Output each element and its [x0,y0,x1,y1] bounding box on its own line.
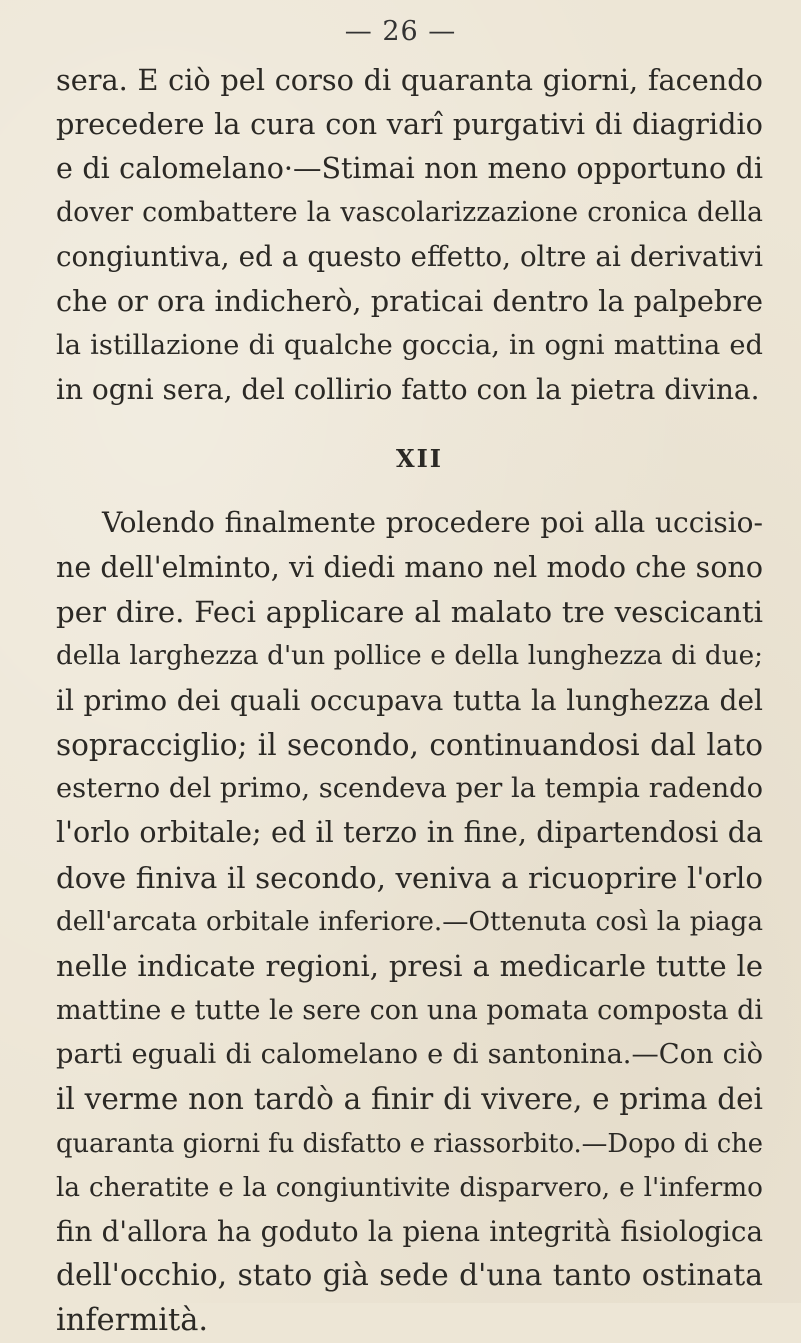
text-line: il verme non tardò a finir di vivere, e prima dei [56,1082,763,1117]
text-line: che or ora indicherò, praticai dentro la palpebre [56,284,763,319]
text-line: Volendo finalmente procedere poi alla uccisio- [102,506,763,540]
text-line: dover combattere la vascolarizzazione cronica della [56,196,763,228]
text-line: congiuntiva, ed a questo effetto, oltre ai derivativi [56,240,763,274]
paragraph-2 [56,501,763,1343]
text-line: fin d'allora ha goduto la piena integrità fisiologica [56,1215,763,1249]
section-heading: XII [395,444,444,474]
text-line: dell'occhio, stato già sede d'una tanto ostinata [56,1258,763,1294]
text-line: la istillazione di qualche goccia, in ogni mattina ed [56,329,763,361]
text-line: dell'arcata orbitale inferiore.—Ottenuta così la piaga [56,907,763,938]
text-line: sopracciglio; il secondo, continuandosi dal lato [56,727,763,762]
text-line: dove finiva il secondo, veniva a ricuoprire l'orlo [56,860,763,895]
text-line: in ogni sera, del collirio fatto con la pietra divina. [56,373,760,407]
page-number: — 26 — [344,16,457,47]
text-line: sera. E ciò pel corso di quaranta giorni, facendo [56,63,763,97]
text-line: parti eguali di calomelano e di santonina.—Con ciò [56,1038,763,1070]
text-line: l'orlo orbitale; ed il terzo in fine, dipartendosi da [56,816,763,850]
text-line: la cheratite e la congiuntivite disparvero, e l'infermo [56,1172,763,1203]
text-line: il primo dei quali occupava tutta la lunghezza del [56,683,763,717]
body-text [56,58,763,1343]
text-line: nelle indicate regioni, presi a medicarle tutte le [56,949,763,984]
text-line: per dire. Feci applicare al malato tre vescicanti [56,594,763,629]
text-line: quaranta giorni fu disfatto e riassorbito.—Dopo di che [56,1128,763,1159]
text-line: infermità. [56,1302,209,1338]
text-line: mattine e tutte le sere con una pomata composta di [56,994,763,1026]
text-line: esterno del primo, scendeva per la tempia radendo [56,773,763,805]
text-line: e di calomelano·—Stimai non meno opportuno di [56,151,763,185]
text-line: della larghezza d'un pollice e della lunghezza di due; [56,641,763,672]
text-line: ne dell'elminto, vi diedi mano nel modo che sono [56,550,763,584]
paragraph-1 [56,58,763,412]
text-line: precedere la cura con varî purgativi di diagridio [56,107,763,142]
